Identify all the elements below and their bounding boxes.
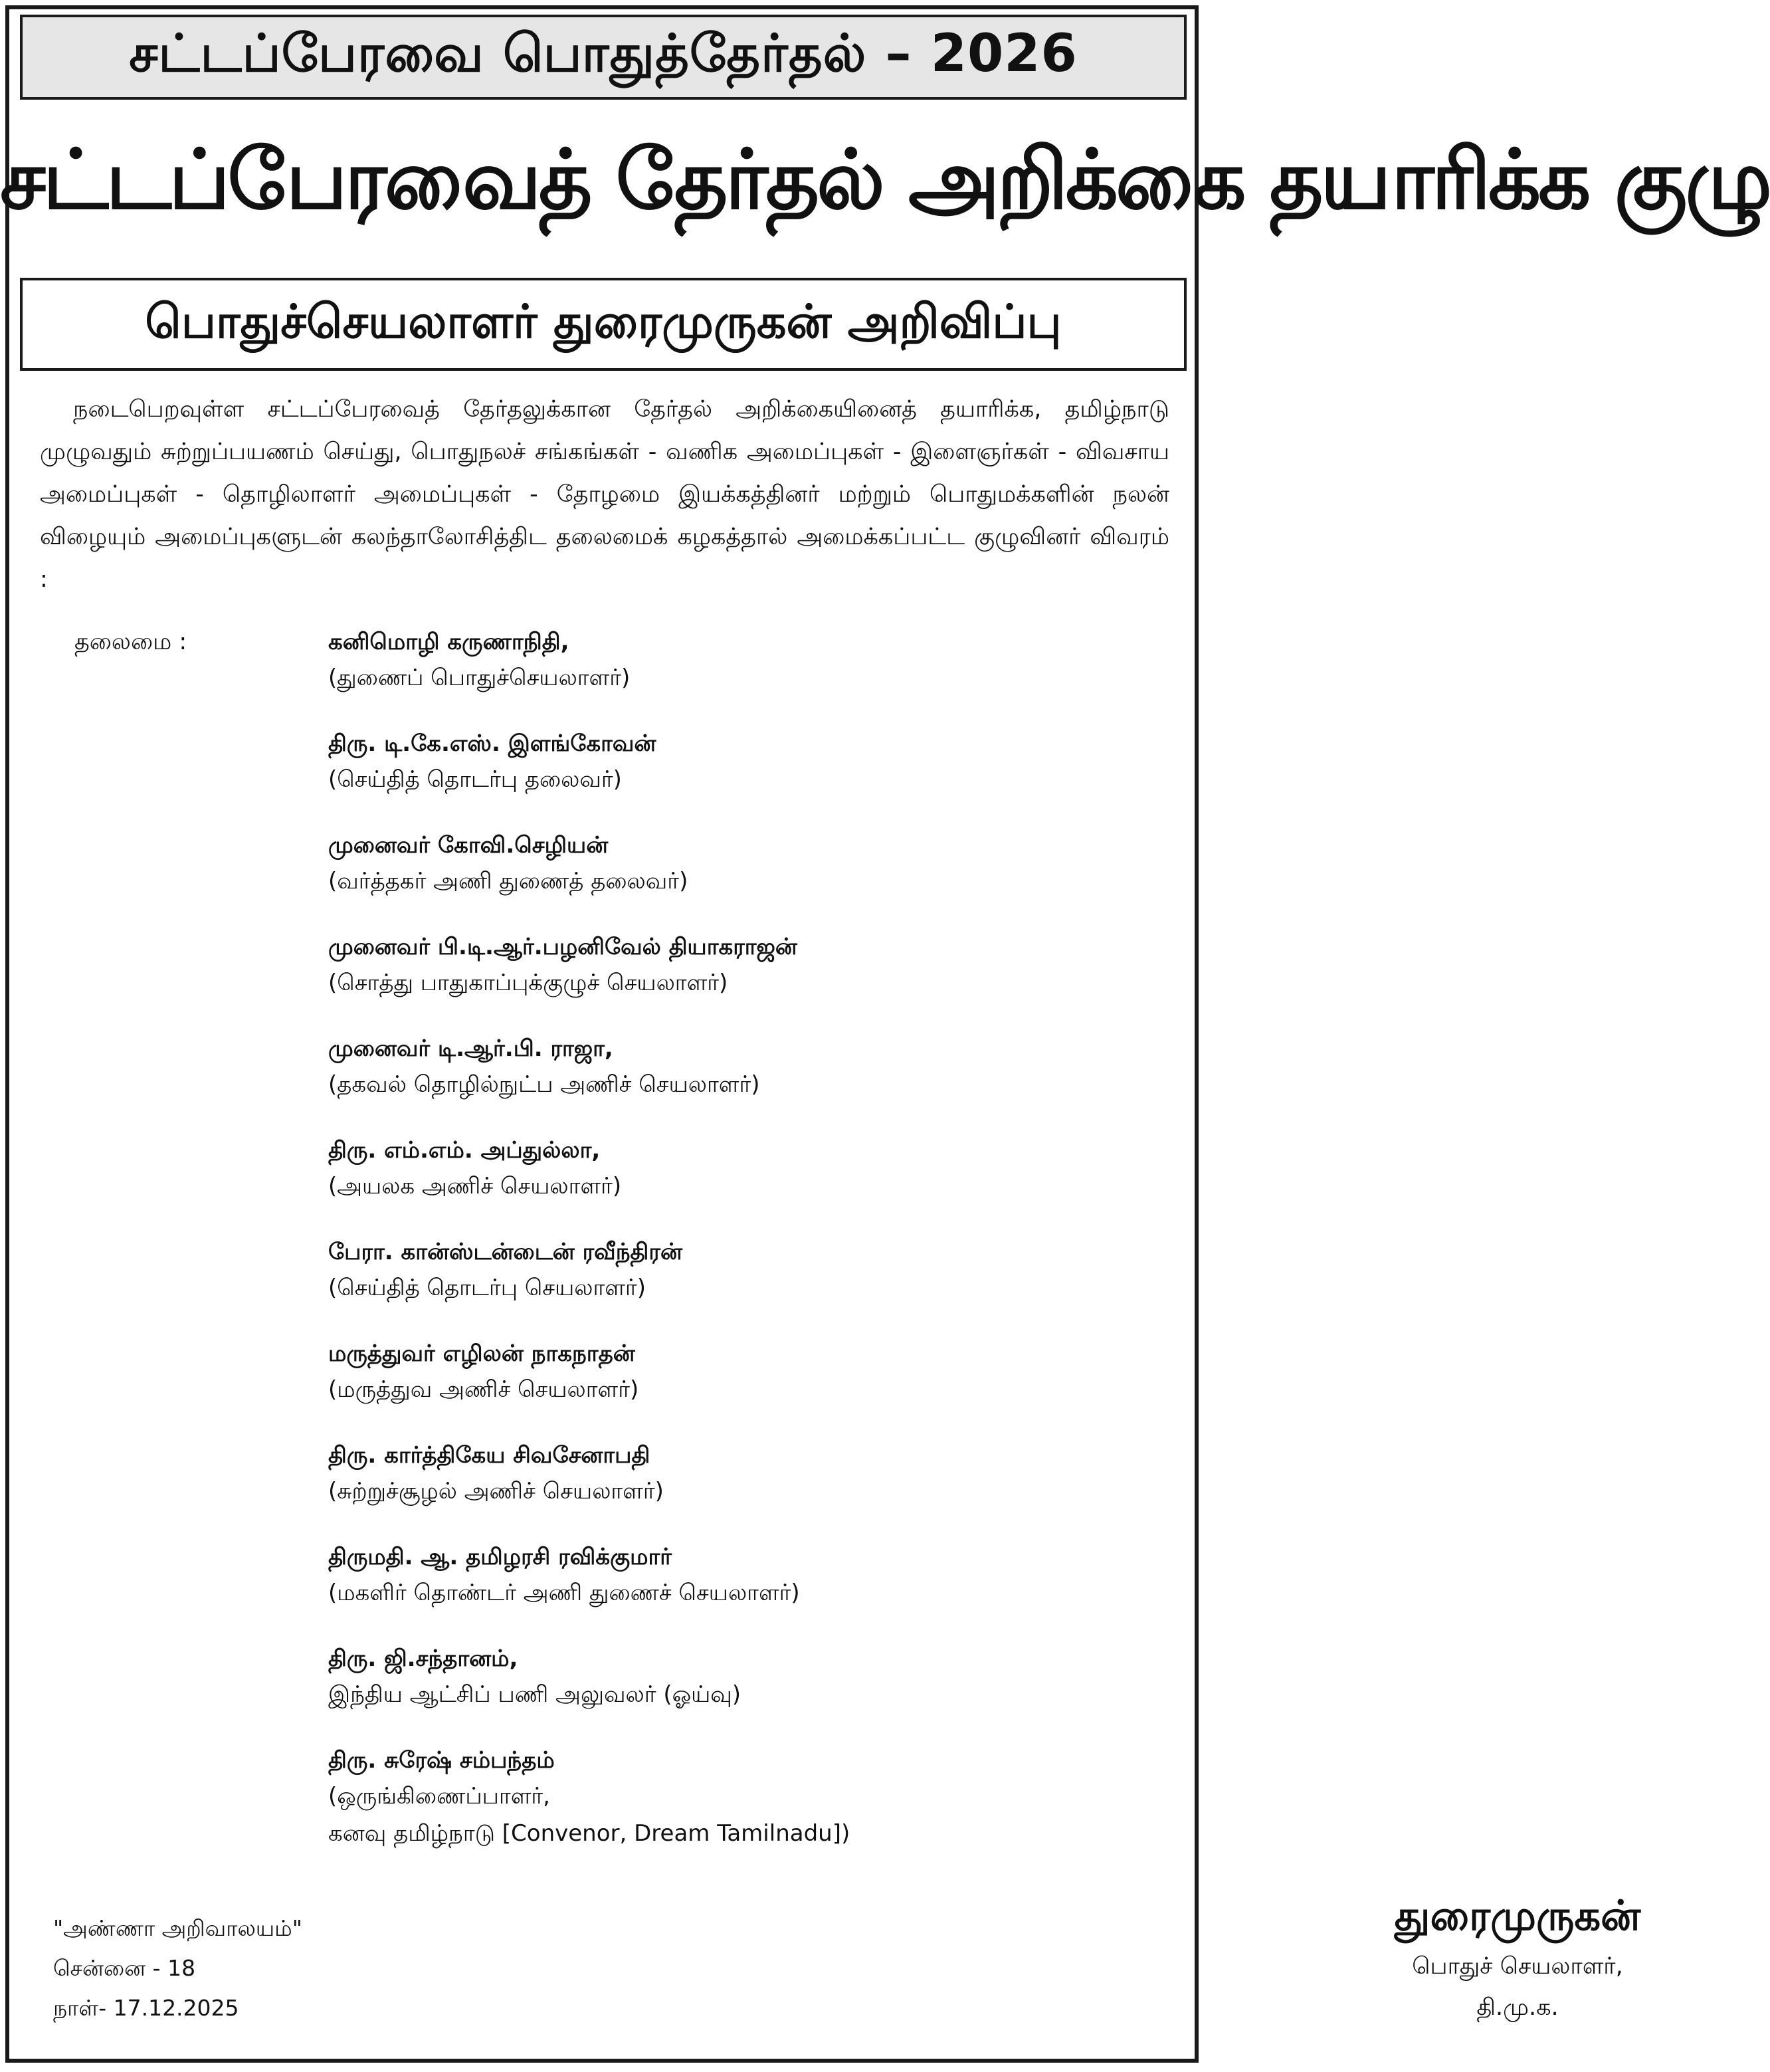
member-role: (செய்தித் தொடர்பு தலைவர்) <box>328 766 622 793</box>
member-name: திரு. ஜி.சந்தானம், <box>328 1645 518 1672</box>
member-item <box>328 625 1179 726</box>
member-role: (சுற்றுச்சூழல் அணிச் செயலாளர்) <box>328 1478 664 1504</box>
member-name: திரு. கார்த்திகேய சிவசேனாபதி <box>328 1442 650 1469</box>
member-item <box>328 930 1179 1031</box>
member-role: (ஒருங்கிணைப்பாளர், <box>328 1783 550 1810</box>
member-name: பேரா. கான்ஸ்டன்டைன் ரவீந்திரன் <box>328 1239 682 1265</box>
party-name: தி.மு.க. <box>1476 1994 1559 2021</box>
member-name: திரு. சுரேஷ் சம்பந்தம் <box>328 1747 555 1774</box>
committee-title: சட்டப்பேரவைத் தேர்தல் அறிக்கை தயாரிக்க குழு <box>0 132 1770 228</box>
member-item <box>328 1540 1179 1641</box>
member-role: (மகளிர் தொண்டர் அணி துணைச் செயலாளர்) <box>328 1580 800 1606</box>
member-name: முனைவர் கோவி.செழியன் <box>328 832 609 859</box>
member-role: (வர்த்தகர் அணி துணைத் தலைவர்) <box>328 868 688 894</box>
member-role: (சொத்து பாதுகாப்புக்குழுச் செயலாளர்) <box>328 970 728 996</box>
announcement-banner: பொதுச்செயலாளர் துரைமுருகன் அறிவிப்பு <box>20 278 1187 371</box>
member-role: (துணைப் பொதுச்செயலாளர்) <box>328 665 631 691</box>
member-name: திருமதி. ஆ. தமிழரசி ரவிக்குமார் <box>328 1544 672 1570</box>
member-item <box>328 1031 1179 1133</box>
member-role: (செய்தித் தொடர்பு செயலாளர்) <box>328 1275 646 1301</box>
member-role: இந்திய ஆட்சிப் பணி அலுவலர் (ஓய்வு) <box>328 1681 741 1708</box>
member-role: (மருத்துவ அணிச் செயலாளர்) <box>328 1376 639 1403</box>
member-name: கனிமொழி கருணாநிதி, <box>328 629 569 655</box>
signature-block <box>1345 1886 1690 2028</box>
election-banner: சட்டப்பேரவை பொதுத்தேர்தல் – 2026 <box>20 15 1187 100</box>
footer-address <box>53 1909 302 2028</box>
member-name: முனைவர் பி.டி.ஆர்.பழனிவேல் தியாகராஜன் <box>328 934 797 960</box>
member-name: மருத்துவர் எழிலன் நாகநாதன் <box>328 1340 635 1367</box>
signatory-name: துரைமுருகன் <box>1394 1891 1641 1940</box>
member-item <box>328 1743 1179 1845</box>
chair-label: தலைமை : <box>74 629 187 655</box>
member-item <box>328 1641 1179 1743</box>
member-item <box>328 828 1179 930</box>
member-name: முனைவர் டி.ஆர்.பி. ராஜா, <box>328 1035 613 1062</box>
member-item <box>328 1235 1179 1336</box>
member-item <box>328 1438 1179 1540</box>
member-role: (தகவல் தொழில்நுட்ப அணிச் செயலாளர்) <box>328 1071 760 1098</box>
footer-venue: "அண்ணா அறிவாலயம்" <box>53 1915 302 1941</box>
member-name: திரு. டி.கே.எஸ். இளங்கோவன் <box>328 730 656 757</box>
member-item <box>328 1336 1179 1438</box>
member-list <box>328 625 1179 1845</box>
member-item <box>328 726 1179 828</box>
member-name: திரு. எம்.எம். அப்துல்லா, <box>328 1137 601 1164</box>
member-role-line2: கனவு தமிழ்நாடு [Convenor, Dream Tamilnadu]) <box>328 1820 850 1847</box>
footer-date: நாள்- 17.12.2025 <box>53 1995 239 2021</box>
signatory-designation: பொதுச் செயலாளர், <box>1412 1953 1623 1980</box>
member-item <box>328 1133 1179 1235</box>
intro-paragraph: நடைபெறவுள்ள சட்டப்பேரவைத் தேர்தலுக்கான தேர்தல் அறிக்கையினைத் தயாரிக்க, தமிழ்நாடு முழுவதும் சுற்றுப்பயணம் செய்து, பொதுநலச் சங்கங்கள் - வணிக அமைப்புகள் - இளைஞர்கள் - விவசாய அமைப்புகள் - தொழிலாளர் அமைப்புகள் - தோழமை இயக்கத்தினர் மற்றும் பொதுமக்களின் நலன் விழையும் அமைப்புகளுடன் கலந்தாலோசித்திட தலைமைக் கழகத்தால் அமைக்கப்பட்ட குழுவினர் விவரம் : <box>40 396 1169 593</box>
footer-city: சென்னை - 18 <box>53 1955 196 1981</box>
member-role: (அயலக அணிச் செயலாளர்) <box>328 1173 622 1199</box>
